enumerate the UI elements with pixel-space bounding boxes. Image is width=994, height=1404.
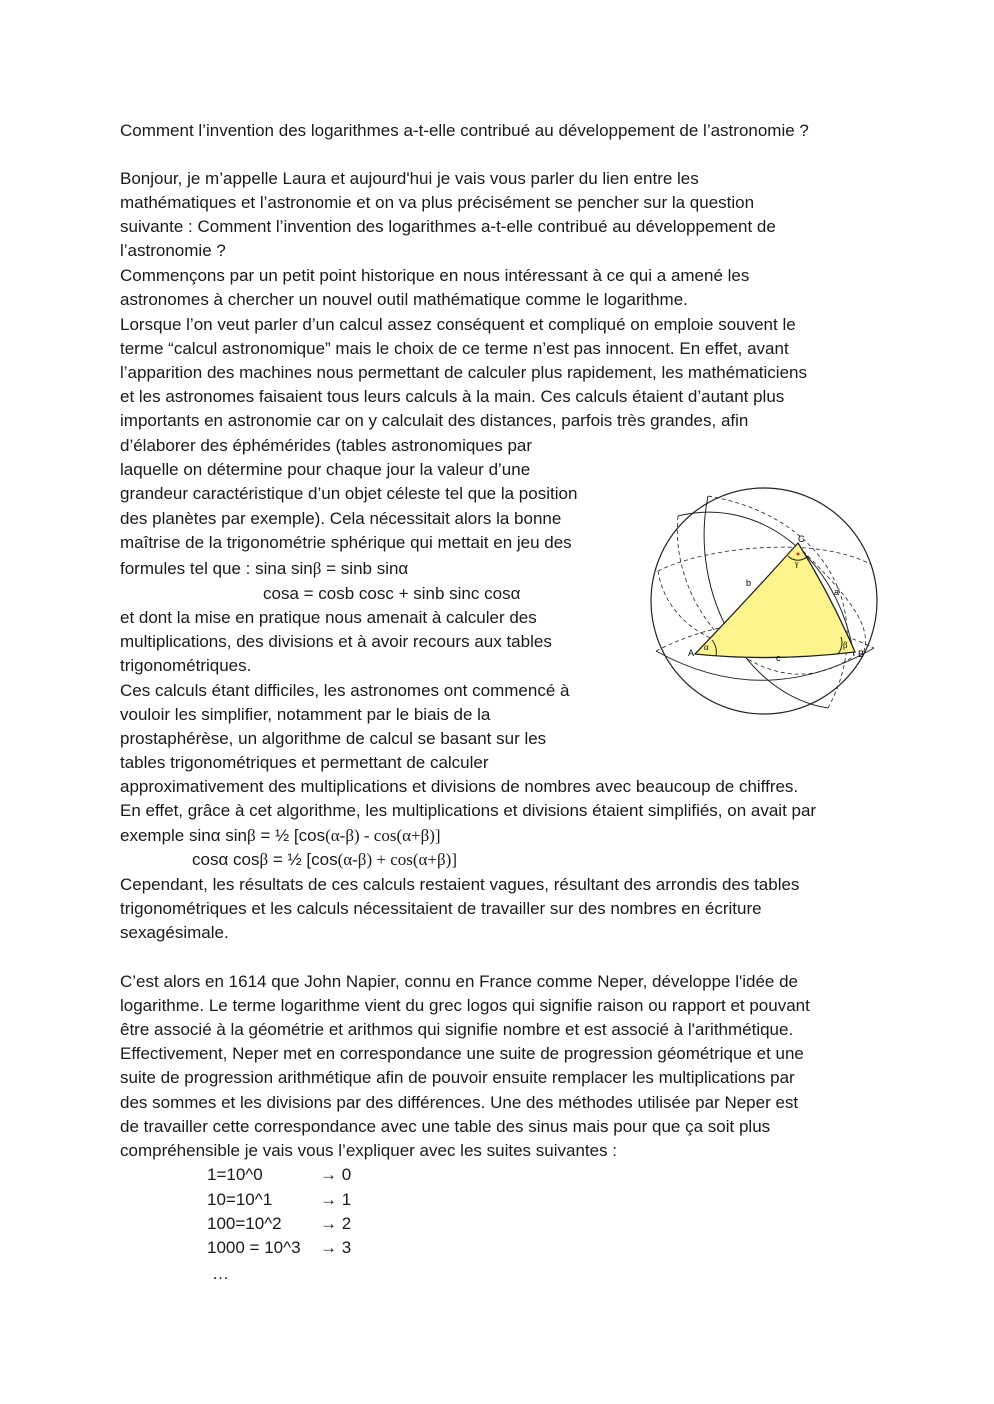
vertex-label-b: B [858, 649, 865, 659]
side-label-c: c [776, 653, 781, 663]
sequence-ellipsis: … [212, 1264, 229, 1283]
conclusion-line: trigonométriques et les calculs nécessitaient de travailler sur des nombres en écriture [120, 899, 762, 918]
spherical-triangle [695, 543, 855, 658]
body-line: tables trigonométriques et permettant de calculer [120, 753, 489, 772]
body-line: En effet, grâce à cet algorithme, les multiplications et divisions étaient simplifiés, on avait par [120, 801, 817, 820]
body-line: multiplications, des divisions et à avoir recours aux tables [120, 632, 552, 651]
history-line: et les astronomes faisaient tous leurs calculs à la main. Ces calculs étaient d’autant plus [120, 387, 785, 406]
sequence-left: 100=10^2 [207, 1214, 282, 1233]
history-line: Commençons par un petit point historique en nous intéressant à ce qui a amené les [120, 266, 750, 285]
history-line: laquelle on détermine pour chaque jour la valeur d’une [120, 460, 531, 479]
history-line: l’apparition des machines nous permettant de calculer plus rapidement, les mathématiciens [120, 363, 807, 382]
formula-text: = ½ [cos [268, 850, 338, 869]
conclusion-line: Cependant, les résultats de ces calculs restaient vagues, résultant des arrondis des tables [120, 875, 800, 894]
history-line: d’élaborer des éphémérides (tables astronomiques par [120, 436, 533, 455]
history-line: grandeur caractéristique d’un objet céleste tel que la position [120, 484, 578, 503]
vertex-label-c: C [798, 534, 805, 544]
great-circle-back [658, 547, 870, 571]
body-line: Ces calculs étant difficiles, les astronomes ont commencé à [120, 681, 570, 700]
vertex-dot [797, 553, 800, 556]
sequence-right: → 0 [320, 1165, 352, 1184]
history-line: Lorsque l’on veut parler d’un calcul assez conséquent et compliqué on emploie souvent le [120, 315, 796, 334]
sequence-right: → 3 [320, 1238, 352, 1257]
prosta-formula-product-sines [120, 824, 441, 848]
sequence-right: → 2 [320, 1214, 352, 1233]
formula-text: formules tel que : sina sin [120, 559, 313, 578]
sequence-right: → 1 [320, 1190, 352, 1209]
intro-line: Bonjour, je m’appelle Laura et aujourd'hui je vais vous parler du lien entre les [120, 169, 699, 188]
formula-symbol: β [312, 559, 322, 578]
sequence-left: 1=10^0 [207, 1165, 263, 1184]
prosta-formula-product-cosines [192, 848, 457, 872]
formula-symbol: β [259, 850, 269, 869]
formula-symbol: (α-β) - cos(α+β)] [325, 826, 441, 845]
conclusion-line: sexagésimale. [120, 923, 229, 942]
formula-cosine-rule: cosa = cosb cosc + sinb sinc cosα [263, 584, 521, 603]
body-line: approximativement des multiplications et divisions de nombres avec beaucoup de chiffres. [120, 777, 799, 796]
formula-symbol: (α-β) + cos(α+β)] [337, 850, 457, 869]
napier-line: de travailler cette correspondance avec une table des sinus mais pour que ça soit plus [120, 1117, 771, 1136]
body-line: trigonométriques. [120, 656, 252, 675]
napier-line: suite de progression arithmétique afin de pouvoir ensuite remplacer les multiplications par [120, 1068, 795, 1087]
intro-line: suivante : Comment l’invention des logarithmes a-t-elle contribué au développement de [120, 217, 776, 236]
history-line: maîtrise de la trigonométrie sphérique qui mettait en jeu des [120, 533, 572, 552]
sequence-left: 1000 = 10^3 [207, 1238, 301, 1257]
napier-line: Effectivement, Neper met en correspondance une suite de progression géométrique et une [120, 1044, 804, 1063]
formula-text: cosα cos [192, 850, 260, 869]
formula-sine-rule [120, 557, 408, 581]
formula-symbol: β [247, 826, 256, 845]
question-heading: Comment l’invention des logarithmes a-t-elle contribué au développement de l’astronomie ? [120, 121, 809, 140]
intro-line: mathématiques et l’astronomie et on va plus précisément se pencher sur la question [120, 193, 755, 212]
angle-label-alpha: α [704, 642, 709, 652]
napier-line: logarithme. Le terme logarithme vient du grec logos qui signifie raison ou rapport et pouvant [120, 996, 810, 1015]
formula-text: = ½ [cos [255, 826, 326, 845]
body-line: et dont la mise en pratique nous amenait à calculer des [120, 608, 537, 627]
history-line: importants en astronomie car on y calculait des distances, parfois très grandes, afin [120, 411, 749, 430]
formula-text: = sinb sinα [321, 559, 409, 578]
spherical-triangle-figure [648, 476, 880, 728]
history-line: des planètes par exemple). Cela nécessitait alors la bonne [120, 509, 562, 528]
napier-line: des sommes et les divisions par des différences. Une des méthodes utilisée par Neper est [120, 1093, 799, 1112]
napier-line: être associé à la géométrie et arithmos qui signifie nombre et est associé à l'arithmétique. [120, 1020, 794, 1039]
side-label-b: b [746, 578, 752, 588]
angle-label-gamma: γ [795, 559, 799, 568]
napier-line: C’est alors en 1614 que John Napier, connu en France comme Neper, développe l'idée de [120, 972, 799, 991]
intro-line: l’astronomie ? [120, 241, 226, 260]
body-line: vouloir les simplifier, notamment par le biais de la [120, 705, 491, 724]
napier-line: compréhensible je vais vous l’expliquer avec les suites suivantes : [120, 1141, 618, 1160]
history-line: astronomes à chercher un nouvel outil mathématique comme le logarithme. [120, 290, 688, 309]
vertex-label-a: A [688, 648, 695, 658]
angle-label-beta: β [843, 640, 848, 650]
side-label-a: a [834, 587, 840, 597]
body-line: prostaphérèse, un algorithme de calcul se basant sur les [120, 729, 547, 748]
formula-text: exemple sinα sin [120, 826, 247, 845]
history-line: terme “calcul astronomique” mais le choix de ce terme n’est pas innocent. En effet, avant [120, 339, 789, 358]
sequence-left: 10=10^1 [207, 1190, 273, 1209]
